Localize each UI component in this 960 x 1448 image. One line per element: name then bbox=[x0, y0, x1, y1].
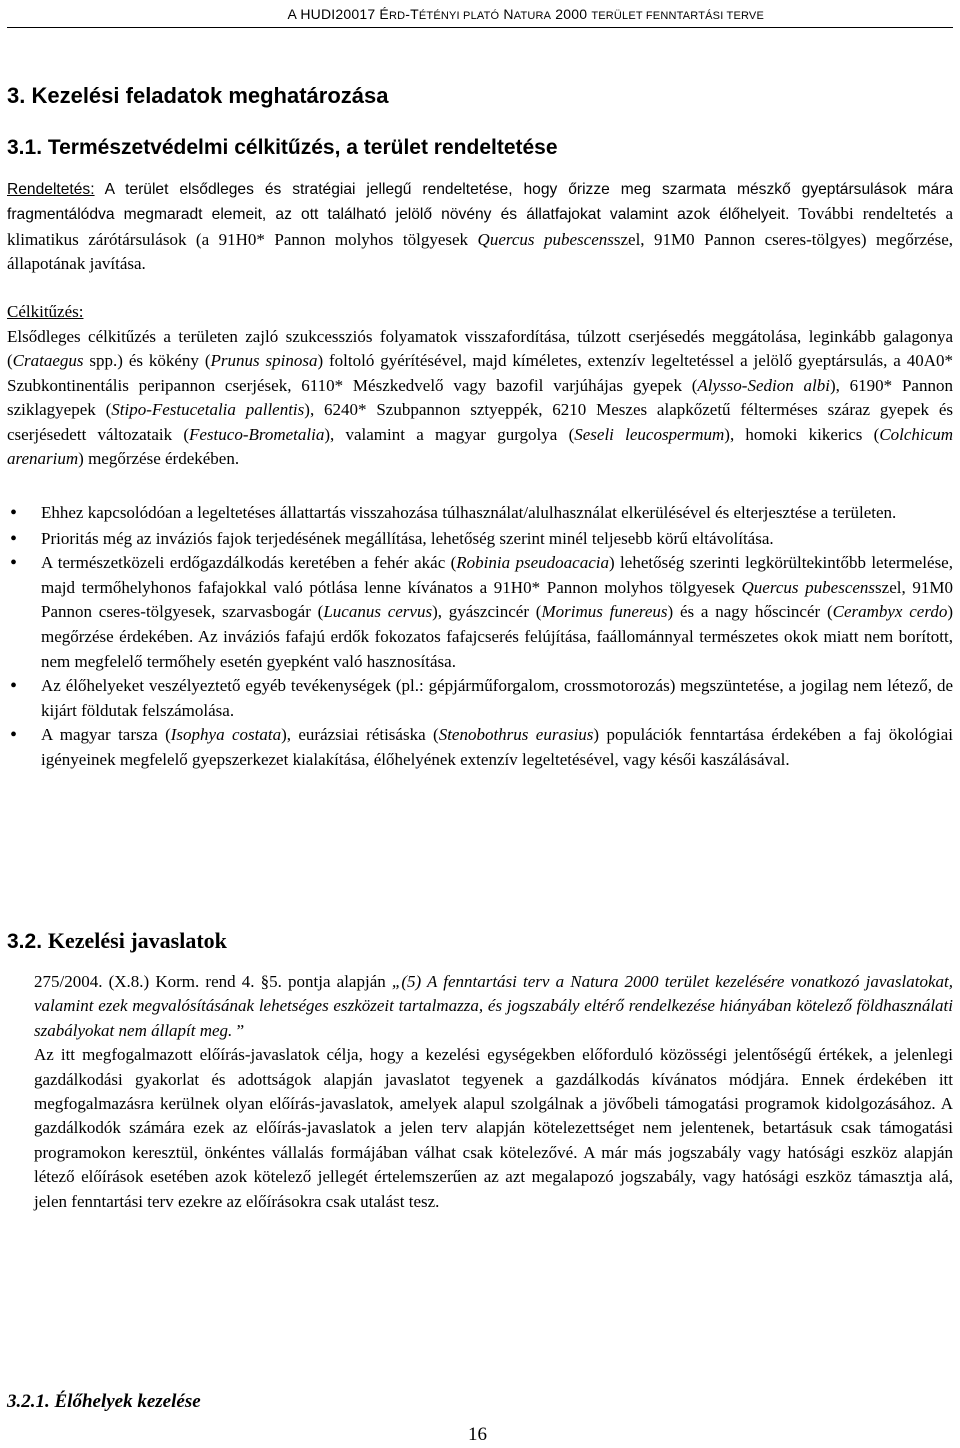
species-name: Cerambyx cerdo bbox=[832, 602, 948, 622]
section-3-2-heading bbox=[7, 928, 227, 954]
javaslatok-paragraph: Az itt megfogalmazott előírás-javaslatok célja, hogy a kezelési egységekben előforduló közösségi jelentőségű értékek, a jelenlegi gazdálkodási gyakorlat és adottságok alapján javaslatot tegyenek a gazdálkodás kívánatos módjára. Ennek érdekében itt megfogalmazásra kerülnek olyan előírás-javaslatok, amelyek alapul szolgálnak a jövőbeli támogatási programok kidolgozásához. A gazdálkodók számára ezek az előírás-javaslatok a jelen terv alapján kötelezettséget nem jelentenek, betartásuk csak támogatási programokon keresztül, önkéntes vállalás formájában válhat csak kötelezővé. A már más jogszabály vagy hatósági eszköz alapján létező előírások esetében azok kötelező jellegét értelemszerűen az azt megalapozó jogszabály, vagy hatósági eszköz támasztja alá, jelen fenntartási terv ezekre az előírásokra csak utalást tesz. bbox=[34, 1045, 953, 1211]
text: ) populációk fenntartása érdekében a faj ökológiai igényeinek megfelelő gyepszerkezet kialakítása, élőhelyének extenzív legeltetésével, vagy késői kaszálásával. bbox=[41, 725, 954, 769]
species-name: Stenobothrus eurasius bbox=[438, 725, 594, 745]
text: 275/2004. (X.8.) Korm. rend 4. §5. pontja alapján bbox=[34, 972, 392, 991]
text: ), 6240* Szubpannon sztyeppék, 6210 Meszes alapkőzetű félterméses száraz gyepek és cserjésedett változataik ( bbox=[7, 400, 953, 444]
species-name: Quercus pubescens bbox=[477, 229, 614, 249]
section-title: Kezelési javaslatok bbox=[47, 928, 227, 953]
tovabbi-text: További rendeltetés a klimatikus zárótársulások (a 91H0* Pannon molyhos tölgyesek bbox=[7, 204, 953, 249]
species-name: Crataegus bbox=[12, 351, 84, 371]
text: ) és a nagy hőscincér ( bbox=[667, 602, 833, 622]
text: ) megőrzése érdekében. Az inváziós fafajú erdők fokozatos fafajcserés felújítása, faállománnyal természetes okok miatt nem borított, nem megfelelő termőhely esetén gyepként való hasznosítása. bbox=[41, 602, 953, 671]
text: ), 6190* Pannon sziklagyepek ( bbox=[7, 375, 953, 420]
header-part: TERÜLET FENNTARTÁSI TERVE bbox=[591, 10, 764, 22]
text: szel, 91M0 Pannon cseres-tölgyesek, szarvasbogár ( bbox=[41, 577, 954, 622]
celkituzes-label: Célkitűzés: bbox=[7, 302, 84, 321]
text: Elsődleges célkitűzés a területen zajló szukcessziós folyamatok visszafordítása, túlzott cserjésedés meggátolása, leginkább galagonya ( bbox=[7, 327, 953, 371]
rendeltetes-label: Rendeltetés: bbox=[7, 181, 95, 198]
header-part: 2000 bbox=[551, 6, 592, 22]
species-name: Alysso-Sedion albi bbox=[697, 375, 830, 395]
list-item bbox=[0, 501, 953, 526]
header-part: ATURA bbox=[513, 10, 552, 22]
list-item bbox=[0, 551, 953, 674]
header-part: -T bbox=[405, 6, 419, 22]
text: ) lehetőség szerinti legkörültekintőbb letermelése, majd termőhelyhonos fafajokkal való pótlása lenne kívánatos a 91H0* Pannon molyhos tölgyesek bbox=[41, 553, 953, 597]
list-item bbox=[0, 674, 953, 723]
rendeltetes-text: A terület elsődleges és stratégiai jellegű rendeltetése, hogy őrizze meg szarmata mészkő gyeptársulások mára fragmentálódva megmaradt elemeit, az ott található jelölő növény és állatfajokat valamint azok élőhelyeit. bbox=[7, 181, 953, 224]
species-name: Prunus spinosa bbox=[210, 351, 318, 371]
text: ), homoki kikerics ( bbox=[724, 424, 880, 444]
text: ) foltoló gyérítésével, majd kíméletes, extenzív legeltetéssel a jelölő gyeptársulás, a 40A0* Szubkontinentális peripannon cserjések, 6110* Mészkedvelő vagy bazofil varjúhájas gyepek ( bbox=[7, 351, 953, 395]
section-number: 3.2. bbox=[7, 930, 48, 953]
text: ), eurázsiai rétisáska ( bbox=[281, 725, 439, 745]
text: spp.) és kökény ( bbox=[83, 351, 211, 371]
species-name: Seseli leucospermum bbox=[574, 424, 725, 444]
species-name: Quercus pubescens bbox=[741, 577, 876, 597]
species-name: Morimus funereus bbox=[541, 602, 668, 622]
header-part: N bbox=[499, 6, 514, 22]
header-rule bbox=[7, 27, 953, 28]
rendeltetes-paragraph bbox=[7, 177, 953, 276]
text: Prioritás még az inváziós fajok terjedésének megállítása, lehetőség szerint minél teljesebb körű eltávolítása. bbox=[41, 528, 774, 548]
tovabbi-text-end: szel, 91M0 Pannon cseres-tölgyes) megőrzése, állapotának javítása. bbox=[7, 229, 953, 274]
list-item bbox=[0, 527, 953, 552]
section-3-2-1-heading: 3.2.1. Élőhelyek kezelése bbox=[7, 1391, 201, 1412]
header-part: ÉTÉNYI PLATÓ bbox=[418, 10, 500, 22]
header-part: A HUDI20017 É bbox=[287, 6, 389, 22]
text: Az élőhelyeket veszélyeztető egyéb tevékenységek (pl.: gépjárműforgalom, crossmotorozás) megszüntetése, a jogilag nem létező, de kijárt földutak felszámolása. bbox=[41, 676, 953, 720]
text: A magyar tarsza ( bbox=[41, 725, 171, 745]
header-part: RD bbox=[388, 10, 406, 22]
legal-quote: „(5) A fenntartási terv a Natura 2000 terület kezelésére vonatkozó javaslatokat, valamint ezek megvalósításának lehetséges eszközeit tartalmazza, és jogszabály eltérő rendelkezése hiányában kötelező földhasználati szabályokat nem állapít meg. bbox=[34, 972, 953, 1040]
text: ” bbox=[232, 1020, 245, 1040]
celkituzes-paragraph bbox=[7, 325, 953, 471]
text: ) megőrzése érdekében. bbox=[78, 449, 240, 469]
measures-list bbox=[0, 501, 953, 773]
text: Ehhez kapcsolódóan a legeltetéses állattartás visszahozása túlhasználat/alulhasználat elkerülésével és elterjesztése a területen. bbox=[41, 503, 897, 522]
species-name: Isophya costata bbox=[170, 725, 282, 745]
celkituzes-label-line bbox=[7, 300, 83, 324]
species-name: Robinia pseudoacacia bbox=[456, 553, 609, 573]
text: ), gyászcincér ( bbox=[432, 602, 542, 622]
list-item bbox=[0, 723, 953, 772]
species-name: Stipo-Festucetalia pallentis bbox=[111, 400, 305, 420]
section-3-1-heading: 3.1. Természetvédelmi célkitűzés, a terület rendeltetése bbox=[7, 136, 558, 159]
legal-reference-paragraph bbox=[34, 970, 953, 1043]
javaslatok-body bbox=[34, 970, 953, 1214]
species-name: Festuco-Brometalia bbox=[189, 424, 325, 444]
running-header bbox=[288, 6, 764, 22]
text: ), valamint a magyar gurgolya ( bbox=[324, 424, 575, 444]
page-number: 16 bbox=[468, 1424, 487, 1445]
text: A természetközeli erdőgazdálkodás keretében a fehér akác ( bbox=[41, 553, 457, 573]
species-name: Lucanus cervus bbox=[323, 602, 433, 622]
species-name: Colchicum arenarium bbox=[7, 424, 953, 469]
section-3-heading: 3. Kezelési feladatok meghatározása bbox=[7, 83, 389, 108]
